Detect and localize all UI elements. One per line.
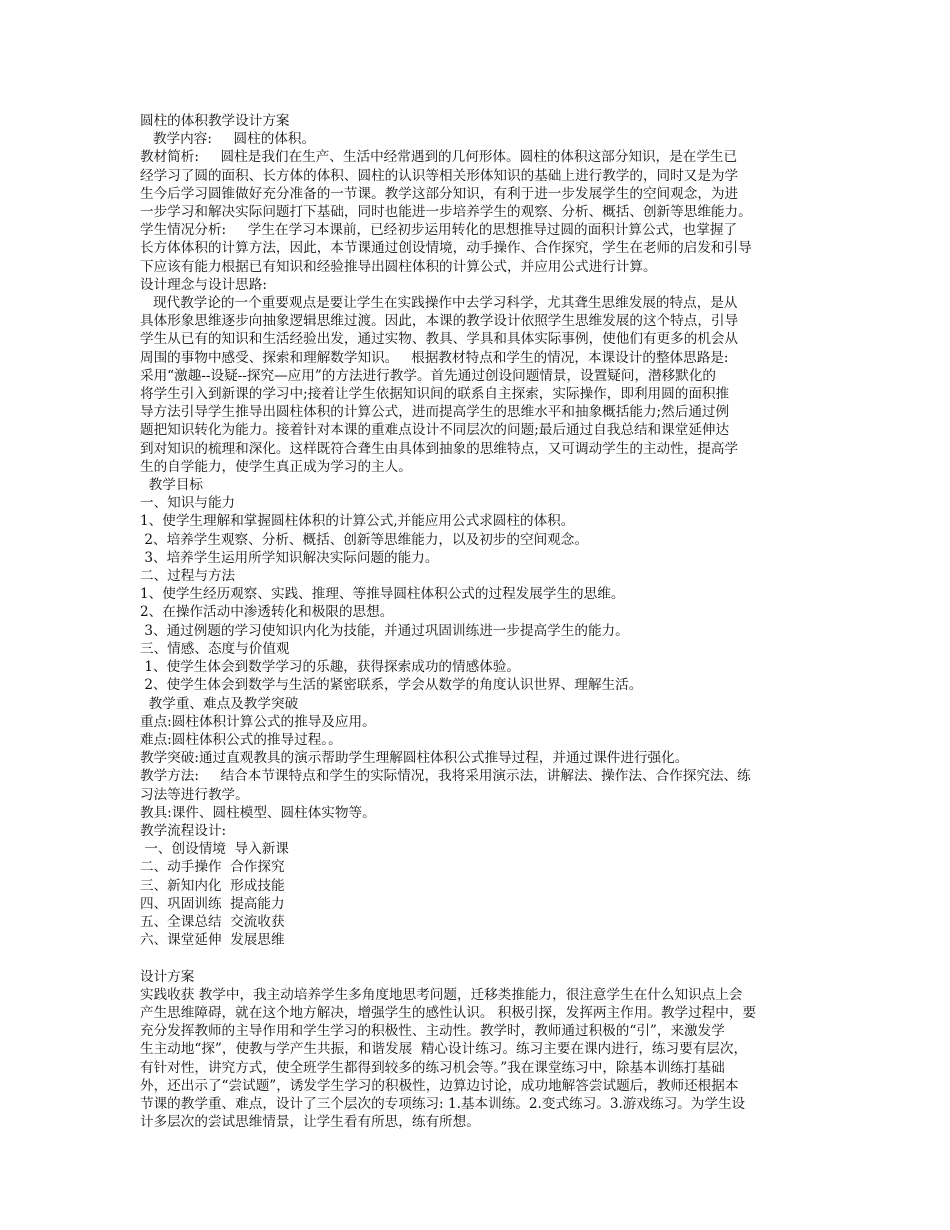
text-line: 教学目标: [140, 477, 204, 494]
text-line: 教学突破:通过直观教具的演示帮助学生理解圆柱体积公式推导过程，并通过课件进行强化。: [140, 750, 689, 767]
text-line: 重点:圆柱体积计算公式的推导及应用。: [140, 713, 376, 730]
text-line: 有针对性，讲究方式，使全班学生都得到较多的练习机会等。”我在课堂练习中，除基本训练打基础: [140, 1059, 725, 1076]
text-line: 采用“激趣--设疑--探究—应用”的方法进行教学。首先通过创设问题情景，设置疑问，潜移默化的: [140, 367, 717, 384]
text-line: 难点:圆柱体积公式的推导过程。。: [140, 731, 342, 748]
text-line: 六、课堂延伸 发展思维: [140, 932, 285, 949]
text-line: 教材简析: 圆柱是我们在生产、生活中经常遇到的几何形体。圆柱的体积这部分知识，是在学生已: [140, 149, 738, 166]
text-line: 到对知识的梳理和深化。这样既符合聋生由具体到抽象的思维特点，又可调动学生的主动性，提高学: [140, 440, 739, 457]
text-line: 1、使学生理解和掌握圆柱体积的计算公式,并能应用公式求圆柱的体积。: [140, 513, 575, 530]
text-line: 经学习了圆的面积、长方体的体积、圆柱的认识等相关形体知识的基础上进行教学的，同时又是为学: [140, 167, 739, 184]
text-line: 下应该有能力根据已有知识和经验推导出圆柱体积的计算公式，并应用公式进行计算。: [140, 258, 657, 275]
text-line: 学生从已有的知识和生活经验出发，通过实物、教具、学具和具体实际事例，使他们有更多的机会从: [140, 331, 739, 348]
text-line: 产生思维障碍，就在这个地方解决，增强学生的感性认识。 积极引探，发挥两主作用。教学过程中，要: [140, 1004, 757, 1021]
text-line: 设计方案: [140, 968, 195, 985]
text-line: 三、新知内化 形成技能: [140, 877, 285, 894]
blank-line: [140, 949, 812, 967]
text-line: 3、通过例题的学习使知识内化为技能，并通过巩固训练进一步提高学生的能力。: [140, 622, 629, 639]
text-line: 具体形象思维逐步向抽象逻辑思维过渡。因此，本课的教学设计依照学生思维发展的这个特点，引导: [140, 313, 739, 330]
document-body: [140, 130, 812, 1131]
text-line: 四、巩固训练 提高能力: [140, 895, 285, 912]
text-line: 教学内容: 圆柱的体积。: [140, 131, 316, 148]
text-line: 二、过程与方法: [140, 568, 236, 585]
text-line: 题把知识转化为能力。接着针对本课的重难点设计不同层次的问题;最后通过自我总结和课堂延伸达: [140, 422, 730, 439]
text-line: 教学重、难点及教学突破: [140, 695, 299, 712]
text-line: 教学流程设计:: [140, 822, 227, 839]
text-line: 现代教学论的一个重要观点是要让学生在实践操作中去学习科学，尤其聋生思维发展的特点，是从: [140, 295, 738, 312]
text-line: 一、创设情境 导入新课: [140, 841, 289, 858]
text-line: 1、使学生体会到数学学习的乐趣，获得探索成功的情感体验。: [140, 659, 520, 676]
text-line: 生的自学能力，使学生真正成为学习的主人。: [140, 458, 412, 475]
document-page: [140, 112, 812, 1131]
text-line: 2、培养学生观察、分析、概括、创新等思维能力，以及初步的空间观念。: [140, 531, 588, 548]
text-line: 将学生引入到新课的学习中;接着让学生依据知识间的联系自主探索，实际操作，即利用圆的面积推: [140, 386, 730, 403]
text-line: 外，还出示了“尝试题”，诱发学生学习的积极性，边算边讨论，成功地解答尝试题后，教师还根据本: [140, 1077, 739, 1094]
text-line: 3、培养学生运用所学知识解决实际问题的能力。: [140, 549, 439, 566]
text-line: 二、动手操作 合作探究: [140, 859, 285, 876]
text-line: 长方体体积的计算方法，因此，本节课通过创设情境，动手操作、合作探究，学生在老师的启发和引导: [140, 240, 752, 257]
text-line: 三、情感、态度与价值观: [140, 640, 290, 657]
text-line: 生主动地“探”，使教与学产生共振，和谐发展 精心设计练习。练习主要在课内进行，练习要有层次，: [140, 1041, 748, 1058]
text-line: 学生情况分析: 学生在学习本课前，已经初步运用转化的思想推导过圆的面积计算公式，也掌握了: [140, 222, 738, 239]
text-line: 计多层次的尝试思维情景，让学生看有所思，练有所想。: [140, 1114, 480, 1131]
text-line: 一步学习和解决实际问题打下基础，同时也能进一步培养学生的观察、分析、概括、创新等思维能力。: [140, 204, 752, 221]
text-line: 1、使学生经历观察、实践、推理、等推导圆柱体积公式的过程发展学生的思维。: [140, 586, 625, 603]
text-line: 教具:课件、圆柱模型、圆柱体实物等。: [140, 804, 376, 821]
text-line: 设计理念与设计思路:: [140, 276, 267, 293]
text-line: 2、使学生体会到数学与生活的紧密联系，学会从数学的角度认识世界、理解生活。: [140, 677, 643, 694]
text-line: 周围的事物中感受、探索和理解数学知识。 根据教材特点和学生的情况，本课设计的整体思路是:: [140, 349, 729, 366]
text-line: 一、知识与能力: [140, 495, 236, 512]
text-line: 节课的教学重、难点，设计了三个层次的专项练习: 1.基本训练。2.变式练习。3.游戏练习。为学生设: [140, 1095, 746, 1112]
text-line: 充分发挥教师的主导作用和学生学习的积极性、主动性。教学时，教师通过积极的“引”，来激发学: [140, 1023, 725, 1040]
text-line: 实践收获 教学中，我主动培养学生多角度地思考问题，迁移类推能力，很注意学生在什么知识点上会: [140, 986, 743, 1003]
text-line: 习法等进行教学。: [140, 786, 249, 803]
text-line: 教学方法: 结合本节课特点和学生的实际情况，我将采用演示法，讲解法、操作法、合作探究法、练: [140, 768, 751, 785]
text-line: 五、全课总结 交流收获: [140, 913, 285, 930]
text-line: 生今后学习圆锥做好充分准备的一节课。教学这部分知识，有利于进一步发展学生的空间观念，为进: [140, 185, 739, 202]
document-title: 圆柱的体积教学设计方案: [140, 113, 290, 129]
text-line: 导方法引导学生推导出圆柱体积的计算公式，进而提高学生的思维水平和抽象概括能力;然后通过例: [140, 404, 730, 421]
text-line: 2、在操作活动中渗透转化和极限的思想。: [140, 604, 394, 621]
